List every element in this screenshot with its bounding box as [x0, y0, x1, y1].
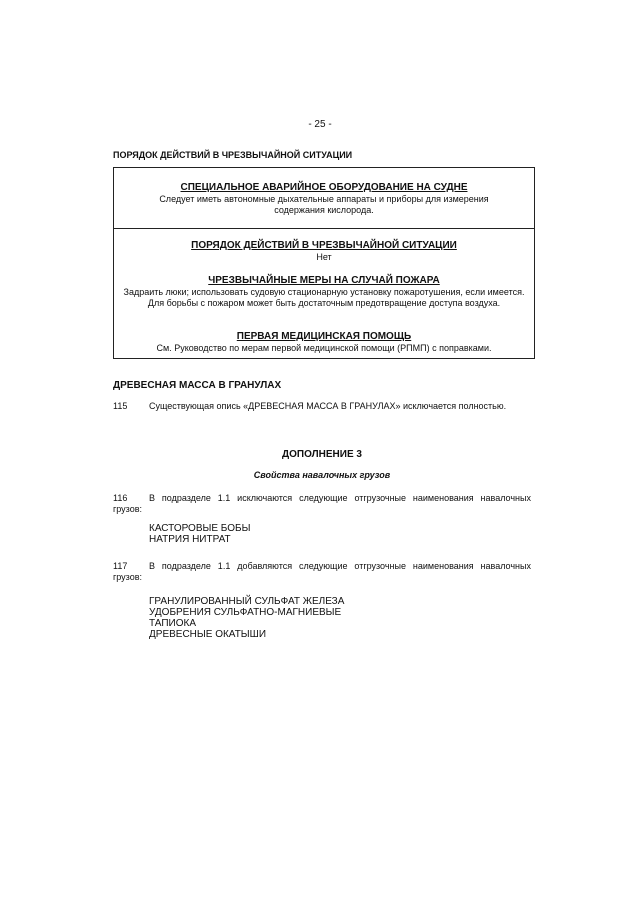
list-item: ДРЕВЕСНЫЕ ОКАТЫШИ	[149, 629, 267, 640]
first-aid-text: См. Руководство по мерам первой медицинской помощи (РПМП) с поправками.	[156, 343, 492, 353]
box-divider	[113, 228, 535, 229]
addendum-heading: ДОПОЛНЕНИЕ 3	[282, 449, 362, 460]
paragraph-number: 116	[113, 493, 128, 503]
paragraph-117	[113, 561, 531, 583]
section-heading-procedures: ПОРЯДОК ДЕЙСТВИЙ В ЧРЕЗВЫЧАЙНОЙ СИТУАЦИИ	[113, 150, 353, 160]
procedures-title: ПОРЯДОК ДЕЙСТВИЙ В ЧРЕЗВЫЧАЙНОЙ СИТУАЦИИ	[191, 240, 457, 251]
paragraph-text: В подразделе 1.1 исключаются следующие отгрузочные наименования навалочных грузов:	[113, 493, 531, 514]
list-item: УДОБРЕНИЯ СУЛЬФАТНО-МАГНИЕВЫЕ	[149, 607, 342, 618]
box-block-equipment	[116, 182, 532, 216]
paragraph-115	[113, 401, 531, 412]
list-item: ТАПИОКА	[149, 618, 196, 629]
list-item: ГРАНУЛИРОВАННЫЙ СУЛЬФАТ ЖЕЛЕЗА	[149, 596, 345, 607]
box-block-first-aid	[116, 331, 532, 354]
fire-title: ЧРЕЗВЫЧАЙНЫЕ МЕРЫ НА СЛУЧАЙ ПОЖАРА	[208, 275, 440, 286]
paragraph-text: В подразделе 1.1 добавляются следующие отгрузочные наименования навалочных грузов:	[113, 561, 531, 582]
page-number: - 25 -	[308, 119, 332, 130]
fire-text: Задраить люки; использовать судовую стационарную установку пожаротушения, если имеется. Для борьбы с пожаром может быть достаточным предотвращение доступа воздуха.	[123, 287, 525, 308]
addendum-subheading: Свойства навалочных грузов	[253, 470, 391, 480]
wood-pellets-heading: ДРЕВЕСНАЯ МАССА В ГРАНУЛАХ	[113, 380, 282, 391]
list-item: КАСТОРОВЫЕ БОБЫ	[149, 523, 251, 534]
equipment-title: СПЕЦИАЛЬНОЕ АВАРИЙНОЕ ОБОРУДОВАНИЕ НА СУДНЕ	[180, 182, 468, 193]
list-116	[149, 523, 250, 545]
box-block-procedures	[116, 240, 532, 263]
first-aid-title: ПЕРВАЯ МЕДИЦИНСКАЯ ПОМОЩЬ	[236, 331, 412, 342]
paragraph-text: Существующая опись «ДРЕВЕСНАЯ МАССА В ГРАНУЛАХ» исключается полностью.	[149, 401, 507, 411]
paragraph-number: 117	[113, 561, 128, 571]
equipment-text: Следует иметь автономные дыхательные аппараты и приборы для измерения содержания кислорода.	[159, 194, 489, 215]
paragraph-number: 115	[113, 401, 128, 411]
box-block-fire	[116, 275, 532, 309]
list-item: НАТРИЯ НИТРАТ	[149, 534, 231, 545]
paragraph-116	[113, 493, 531, 515]
procedures-text: Нет	[316, 252, 332, 262]
list-117	[149, 596, 344, 640]
